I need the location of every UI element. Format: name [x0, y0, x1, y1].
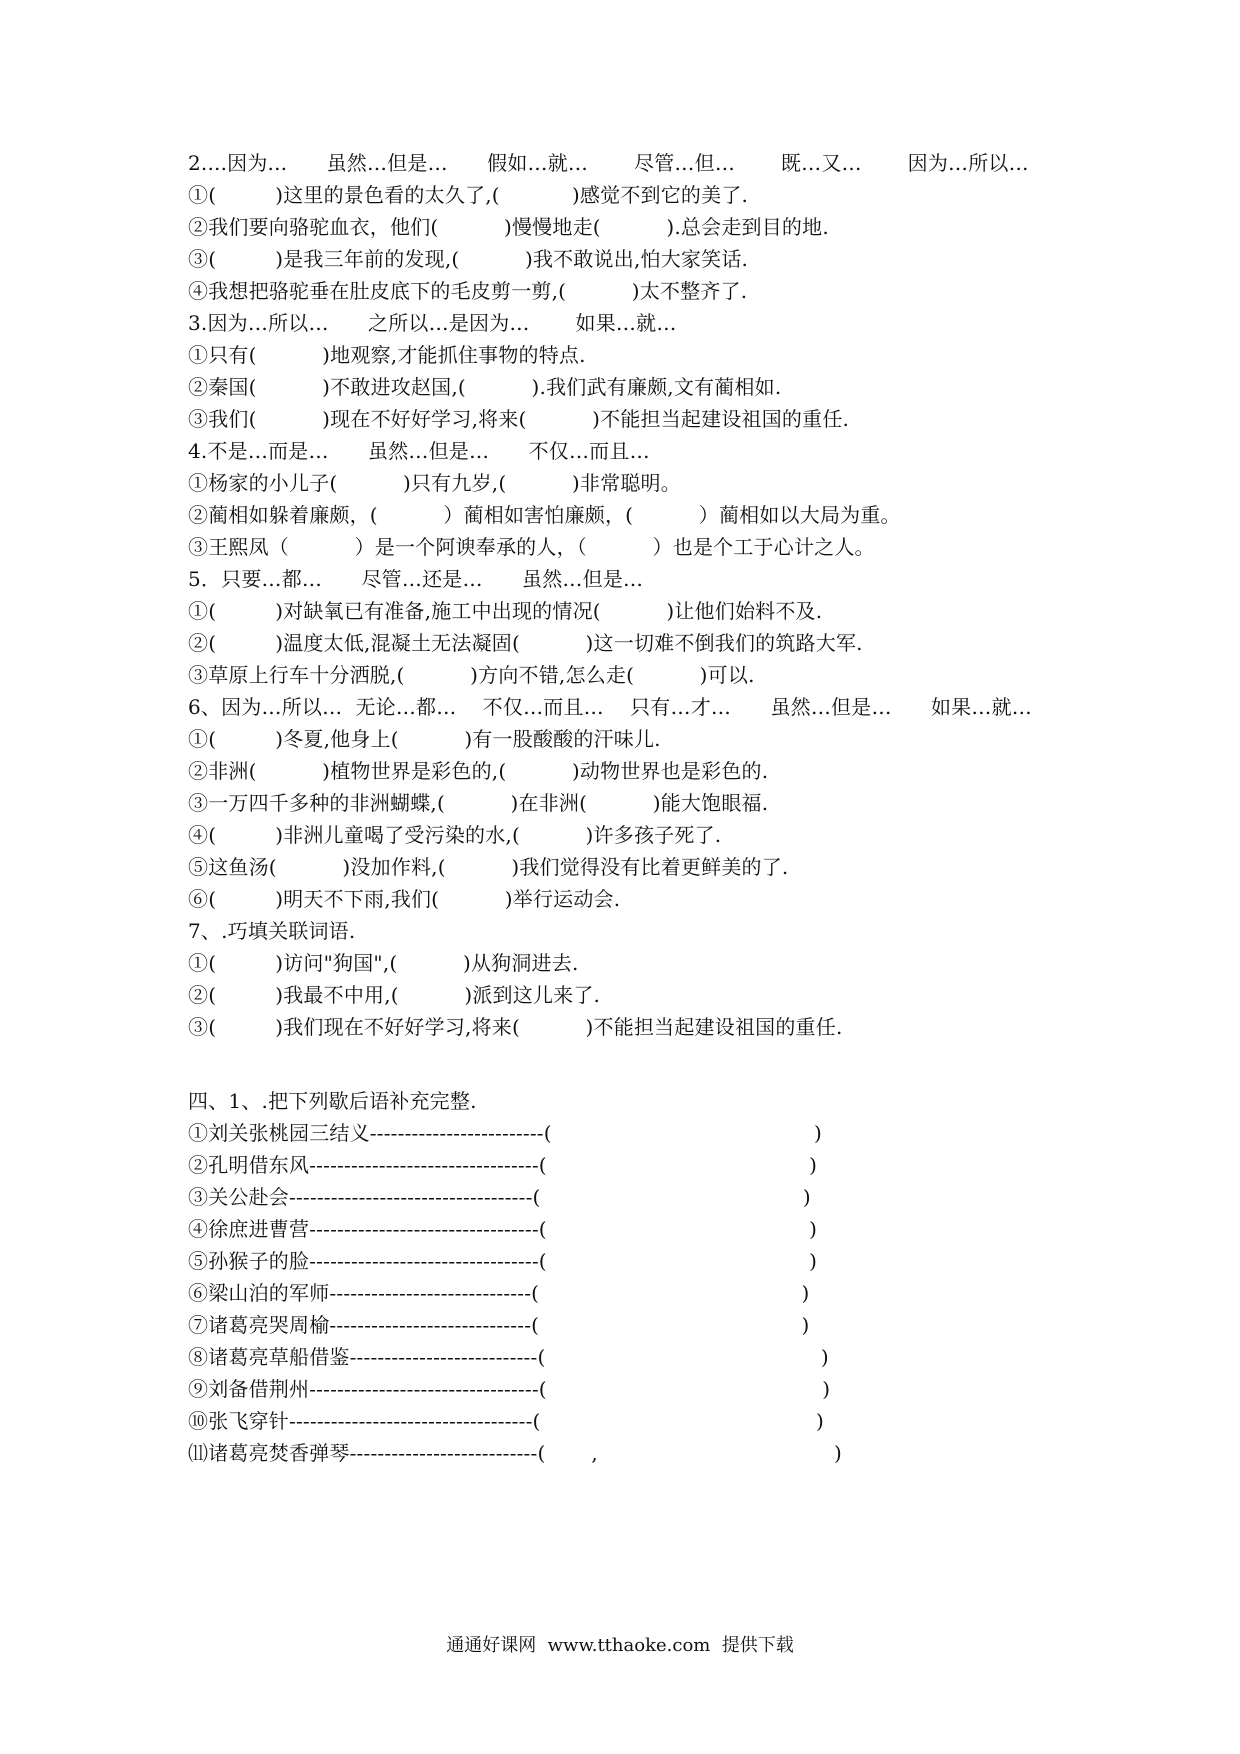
section-7-header: 7、.巧填关联词语. — [188, 919, 356, 943]
exercise-line: ②( )温度太低,混凝土无法凝固( )这一切难不倒我们的筑路大军. — [188, 631, 863, 655]
exercise-line: ③( )我们现在不好好学习,将来( )不能担当起建设祖国的重任. — [188, 1015, 843, 1039]
section-2-header: 2....因为... 虽然…但是… 假如…就… 尽管…但… 既…又… 因为…所以… — [188, 151, 1029, 175]
xiehouyu-line: ①刘关张桃园三结义-------------------------( ) — [188, 1121, 823, 1145]
exercise-line: ④( )非洲儿童喝了受污染的水,( )许多孩子死了. — [188, 823, 722, 847]
xiehouyu-line: ⑥梁山泊的军师-----------------------------( ) — [188, 1281, 810, 1305]
footer-source: 通通好课网 www.tthaoke.com 提供下载 — [446, 1635, 794, 1656]
exercise-line: ①( )冬夏,他身上( )有一股酸酸的汗味儿. — [188, 727, 661, 751]
exercise-line: ⑤这鱼汤( )没加作料,( )我们觉得没有比着更鲜美的了. — [188, 855, 789, 879]
exercise-line: ①( )访问"狗国",( )从狗洞进去. — [188, 951, 579, 975]
exercise-line: ②蔺相如躲着廉颇，( ）蔺相如害怕廉颇，( ）蔺相如以大局为重。 — [188, 503, 901, 527]
xiehouyu-line: ⑾诸葛亮焚香弹琴---------------------------( , ) — [188, 1441, 842, 1465]
exercise-line: ②( )我最不中用,( )派到这儿来了. — [188, 983, 601, 1007]
section-6-header: 6、因为…所以… 无论…都… 不仅…而且… 只有…才… 虽然…但是… 如果…就… — [188, 695, 1032, 719]
exercise-line: ②非洲( )植物世界是彩色的,( )动物世界也是彩色的. — [188, 759, 769, 783]
exercise-line: ①只有( )地观察,才能抓住事物的特点. — [188, 343, 586, 367]
exercise-line: ④我想把骆驼垂在肚皮底下的毛皮剪一剪,( )太不整齐了. — [188, 279, 748, 303]
exercise-line: ③( )是我三年前的发现,( )我不敢说出,怕大家笑话. — [188, 247, 749, 271]
exercise-line: ②秦国( )不敢进攻赵国,( ).我们武有廉颇,文有蔺相如. — [188, 375, 782, 399]
section-four-header: 四、1、.把下列歇后语补充完整. — [188, 1089, 477, 1113]
section-5-header: 5．只要…都… 尽管…还是… 虽然…但是… — [188, 567, 644, 591]
exercise-line: ③王熙凤（ ）是一个阿谀奉承的人，（ ）也是个工于心计之人。 — [188, 535, 875, 559]
section-4-header: 4.不是…而是… 虽然…但是… 不仅…而且… — [188, 439, 650, 463]
xiehouyu-line: ⑩张飞穿针-----------------------------------( ) — [188, 1409, 824, 1433]
xiehouyu-line: ③关公赴会-----------------------------------( ) — [188, 1185, 811, 1209]
exercise-line: ③一万四千多种的非洲蝴蝶,( )在非洲( )能大饱眼福. — [188, 791, 769, 815]
exercise-line: ①( )对缺氧已有准备,施工中出现的情况( )让他们始料不及. — [188, 599, 823, 623]
exercise-line: ②我们要向骆驼血衣，他们( )慢慢地走( ).总会走到目的地. — [188, 215, 829, 239]
section-3-header: 3.因为…所以… 之所以…是因为… 如果…就… — [188, 311, 677, 335]
xiehouyu-line: ④徐庶进曹营---------------------------------( ) — [188, 1217, 818, 1241]
xiehouyu-line: ⑦诸葛亮哭周榆-----------------------------( ) — [188, 1313, 810, 1337]
xiehouyu-line: ⑨刘备借荆州---------------------------------( ) — [188, 1377, 831, 1401]
exercise-line: ③草原上行车十分洒脱,( )方向不错,怎么走( )可以. — [188, 663, 755, 687]
exercise-line: ①杨家的小儿子( )只有九岁,( )非常聪明。 — [188, 471, 681, 495]
exercise-line: ③我们( )现在不好好学习,将来( )不能担当起建设祖国的重任. — [188, 407, 850, 431]
xiehouyu-line: ⑤孙猴子的脸---------------------------------( ) — [188, 1249, 818, 1273]
xiehouyu-line: ⑧诸葛亮草船借鉴---------------------------( ) — [188, 1345, 829, 1369]
exercise-line: ⑥( )明天不下雨,我们( )举行运动会. — [188, 887, 621, 911]
exercise-line: ①( )这里的景色看的太久了,( )感觉不到它的美了. — [188, 183, 749, 207]
xiehouyu-line: ②孔明借东风---------------------------------( ) — [188, 1153, 818, 1177]
